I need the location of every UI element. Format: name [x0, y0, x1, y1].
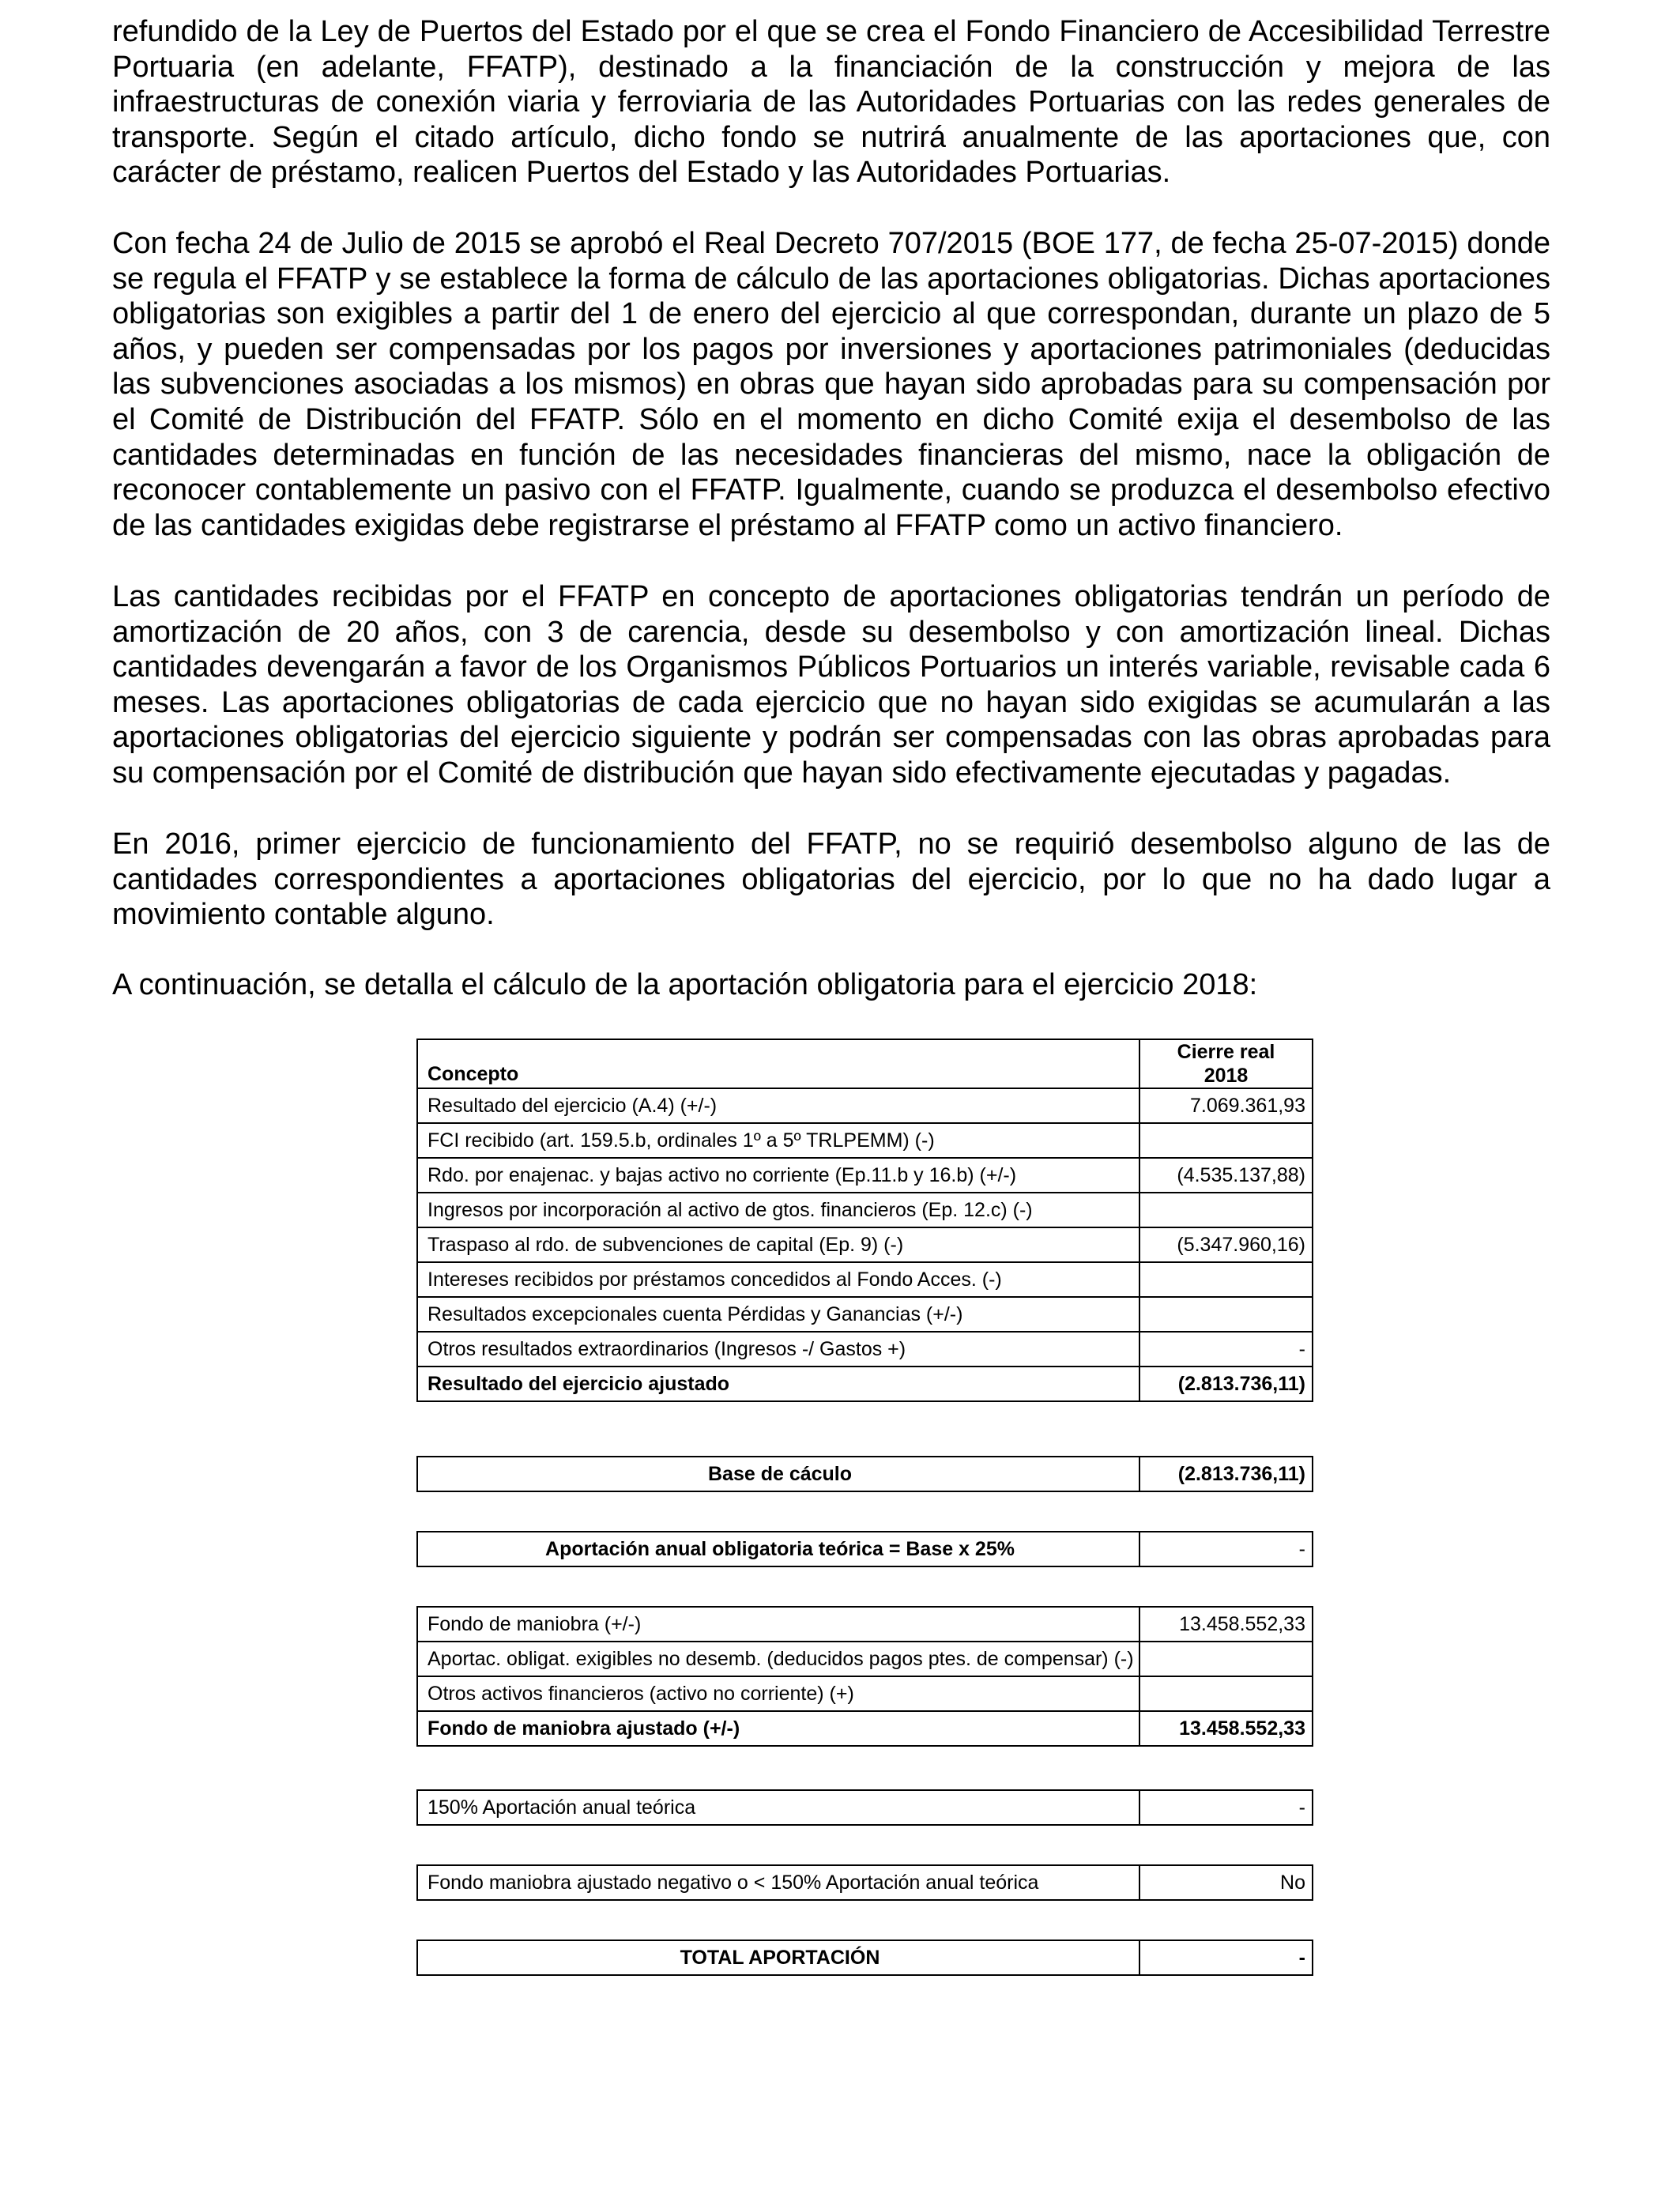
table-row [417, 1642, 1313, 1676]
paragraph-intro: refundido de la Ley de Puertos del Estado por el que se crea el Fondo Financiero de Accesibilidad Terrestre Portuaria (en adelante, FFATP), destinado a la financiación de la construcción y mejora de las infraestructuras de conexión viaria y ferroviaria de las Autoridades Portuarias con las redes generales de transporte. Según el citado artículo, dicho fondo se nutrirá anualmente de las aportaciones que, con carácter de préstamo, realicen Puertos del Estado y las Autoridades Portuarias. [112, 15, 1550, 190]
row-label: Resultado del ejercicio (A.4) (+/-) [417, 1088, 1139, 1123]
paragraph-real-decreto: Con fecha 24 de Julio de 2015 se aprobó el Real Decreto 707/2015 (BOE 177, de fecha 25-07-2015) donde se regula el FFATP y se establece la forma de cálculo de las aportaciones obligatorias. Dichas aportaciones obligatorias son exigibles a partir del 1 de enero del ejercicio al que correspondan, durante un plazo de 5 años, y pueden ser compensadas por los pagos por inversiones y aportaciones patrimoniales (deducidas las subvenciones asociadas a los mismos) en obras que hayan sido aprobadas para su compensación por el Comité de Distribución del FFATP. Sólo en el momento en dicho Comité exija el desembolso de las cantidades determinadas en función de las necesidades financieras del mismo, nace la obligación de reconocer contablemente un pasivo con el FFATP. Igualmente, cuando se produzca el desembolso efectivo de las cantidades exigidas debe registrarse el préstamo al FFATP como un activo financiero. [112, 227, 1550, 542]
aportacion-row [417, 1532, 1313, 1566]
total-label: Resultado del ejercicio ajustado [417, 1367, 1139, 1401]
paragraph-cantidades: Las cantidades recibidas por el FFATP en concepto de aportaciones obligatorias tendrán un período de amortización de 20 años, con 3 de carencia, desde su desembolso y con amortización lineal. Dichas cantidades devengarán a favor de los Organismos Públicos Portuarios un interés variable, revisable cada 6 meses. Las aportaciones obligatorias de cada ejercicio que no hayan sido exigidas se acumularán a las aportaciones obligatorias del ejercicio siguiente y podrán ser compensadas con las obras aprobadas para su compensación por el Comité de distribución que hayan sido efectivamente ejecutadas y pagadas. [112, 580, 1550, 790]
column-header-concepto: Concepto [417, 1039, 1139, 1088]
table-row [417, 1607, 1313, 1642]
calculation-table [416, 1039, 1313, 1402]
base-row [417, 1457, 1313, 1491]
column-header-line1: Cierre real [1177, 1041, 1275, 1063]
row-value: 7.069.361,93 [1139, 1088, 1313, 1123]
table-header-row [417, 1039, 1313, 1088]
pct150-table [416, 1789, 1313, 1826]
table-row [417, 1088, 1313, 1123]
pct150-value: - [1139, 1790, 1313, 1825]
aportacion-table [416, 1531, 1313, 1567]
row-value [1139, 1676, 1313, 1711]
table-row [417, 1332, 1313, 1367]
total-label: Fondo de maniobra ajustado (+/-) [417, 1711, 1139, 1746]
table-row [417, 1676, 1313, 1711]
total-value: (2.813.736,11) [1139, 1367, 1313, 1401]
table-row [417, 1227, 1313, 1262]
paragraph-continuacion: A continuación, se detalla el cálculo de la aportación obligatoria para el ejercicio 2018: [112, 968, 1258, 1001]
row-value [1139, 1123, 1313, 1158]
table-row [417, 1193, 1313, 1227]
row-label: Rdo. por enajenac. y bajas activo no corriente (Ep.11.b y 16.b) (+/-) [417, 1158, 1139, 1193]
row-label: Fondo de maniobra (+/-) [417, 1607, 1139, 1642]
negativo-table [416, 1864, 1313, 1901]
row-value: - [1139, 1332, 1313, 1367]
pct150-row [417, 1790, 1313, 1825]
row-label: Traspaso al rdo. de subvenciones de capital (Ep. 9) (-) [417, 1227, 1139, 1262]
row-value [1139, 1642, 1313, 1676]
row-label: FCI recibido (art. 159.5.b, ordinales 1º a 5º TRLPEMM) (-) [417, 1123, 1139, 1158]
row-value [1139, 1262, 1313, 1297]
total-value: 13.458.552,33 [1139, 1711, 1313, 1746]
negativo-row [417, 1865, 1313, 1900]
row-label: Ingresos por incorporación al activo de gtos. financieros (Ep. 12.c) (-) [417, 1193, 1139, 1227]
column-header-line2: 2018 [1203, 1065, 1249, 1087]
negativo-label: Fondo maniobra ajustado negativo o < 150% Aportación anual teórica [417, 1865, 1139, 1900]
row-value: (4.535.137,88) [1139, 1158, 1313, 1193]
row-label: Otros activos financieros (activo no corriente) (+) [417, 1676, 1139, 1711]
fondo-maniobra-table [416, 1606, 1313, 1747]
row-value: (5.347.960,16) [1139, 1227, 1313, 1262]
row-value [1139, 1297, 1313, 1332]
row-label: Otros resultados extraordinarios (Ingresos -/ Gastos +) [417, 1332, 1139, 1367]
negativo-value: No [1139, 1865, 1313, 1900]
table-total-row [417, 1711, 1313, 1746]
row-label: Intereses recibidos por préstamos concedidos al Fondo Acces. (-) [417, 1262, 1139, 1297]
total-aportacion-label: TOTAL APORTACIÓN [417, 1940, 1139, 1975]
total-aportacion-row [417, 1940, 1313, 1975]
pct150-label: 150% Aportación anual teórica [417, 1790, 1139, 1825]
row-label: Aportac. obligat. exigibles no desemb. (deducidos pagos ptes. de compensar) (-) [417, 1642, 1139, 1676]
base-label: Base de cáculo [417, 1457, 1139, 1491]
table-row [417, 1158, 1313, 1193]
paragraph-2016: En 2016, primer ejercicio de funcionamiento del FFATP, no se requirió desembolso alguno de las de cantidades correspondientes a aportaciones obligatorias del ejercicio, por lo que no ha dado lugar a movimiento contable alguno. [112, 827, 1550, 932]
table-row [417, 1123, 1313, 1158]
aportacion-label: Aportación anual obligatoria teórica = Base x 25% [417, 1532, 1139, 1566]
table-row [417, 1297, 1313, 1332]
table-row [417, 1262, 1313, 1297]
total-aportacion-value: - [1139, 1940, 1313, 1975]
total-aportacion-table [416, 1940, 1313, 1976]
column-header-cierre-real [1139, 1039, 1313, 1088]
row-value [1139, 1193, 1313, 1227]
aportacion-value: - [1139, 1532, 1313, 1566]
row-label: Resultados excepcionales cuenta Pérdidas y Ganancias (+/-) [417, 1297, 1139, 1332]
row-value: 13.458.552,33 [1139, 1607, 1313, 1642]
base-value: (2.813.736,11) [1139, 1457, 1313, 1491]
base-table [416, 1456, 1313, 1492]
table-total-row [417, 1367, 1313, 1401]
